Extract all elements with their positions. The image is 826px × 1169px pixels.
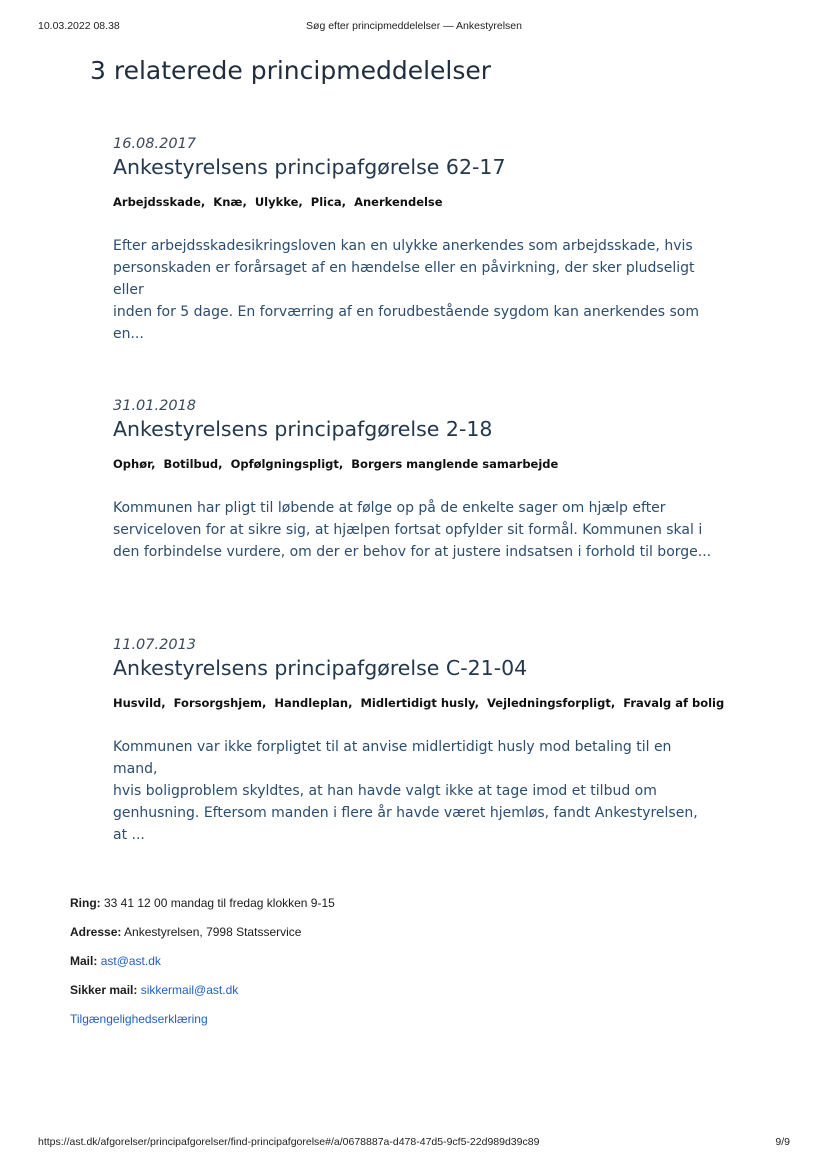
secure-mail-row (70, 981, 335, 1010)
secure-mail-label: Sikker mail: (70, 983, 138, 997)
address-value: Ankestyrelsen, 7998 Statsservice (124, 925, 302, 939)
tag: Vejledningsforpligt, (487, 696, 616, 710)
phone-row (70, 894, 335, 923)
entry-tags (113, 695, 725, 711)
principle-entry (113, 636, 725, 846)
entry-summary (113, 497, 713, 563)
print-footer (38, 1136, 790, 1150)
tag: Ulykke, (254, 195, 303, 209)
summary-line: serviceloven for at sikre sig, at hjælpen fortsat opfylder sit formål. Kommunen skal i (113, 522, 703, 538)
tag: Plica, (310, 195, 347, 209)
print-page-title: Søg efter principmeddelelser — Ankestyrelsen (306, 20, 522, 32)
tag: Arbejdsskade, (113, 195, 206, 209)
tag: Borgers manglende samarbejde (351, 457, 559, 471)
summary-line: genhusning. Eftersom manden i flere år havde været hjemløs, fandt Ankestyrelsen, at ... (113, 805, 698, 843)
print-date: 10.03.2022 08.38 (38, 20, 120, 32)
summary-line: Kommunen var ikke forpligtet til at anvise midlertidigt husly mod betaling til en mand, (113, 739, 672, 777)
summary-line: Efter arbejdsskadesikringsloven kan en ulykke anerkendes som arbejdsskade, hvis (113, 238, 693, 254)
principle-entry (113, 135, 713, 345)
mail-label: Mail: (70, 954, 98, 968)
entry-date: 31.01.2018 (113, 398, 197, 414)
entry-summary (113, 736, 713, 846)
entry-tags (113, 456, 713, 472)
print-header (38, 20, 790, 34)
entry-title-link[interactable]: Ankestyrelsens principafgørelse 62-17 (113, 155, 506, 179)
tag: Midlertidigt husly, (360, 696, 479, 710)
address-label: Adresse: (70, 925, 122, 939)
tag: Fravalg af bolig (623, 696, 725, 710)
summary-line: en... (113, 326, 144, 342)
accessibility-statement-link[interactable]: Tilgængelighedserklæring (70, 1012, 208, 1026)
entry-title-link[interactable]: Ankestyrelsens principafgørelse C-21-04 (113, 656, 528, 680)
summary-line: den forbindelse vurdere, om der er behov for at justere indsatsen i forhold til borge... (113, 544, 712, 560)
summary-line: Kommunen har pligt til løbende at følge op på de enkelte sager om hjælp efter (113, 500, 666, 516)
tag: Handleplan, (274, 696, 353, 710)
page-title: 3 relaterede principmeddelelser (90, 56, 492, 85)
mail-row (70, 952, 335, 981)
tag: Anerkendelse (354, 195, 443, 209)
tag: Knæ, (213, 195, 247, 209)
tag: Husvild, (113, 696, 166, 710)
secure-mail-link[interactable]: sikkermail@ast.dk (140, 983, 239, 997)
address-row (70, 923, 335, 952)
tag: Ophør, (113, 457, 156, 471)
entry-summary (113, 235, 713, 345)
accessibility-row (70, 1010, 335, 1039)
summary-line: inden for 5 dage. En forværring af en forudbestående sygdom kan anerkendes som (113, 304, 699, 320)
tag: Forsorgshjem, (173, 696, 267, 710)
contact-footer (70, 894, 335, 1039)
page-number: 9/9 (775, 1136, 790, 1148)
entry-date: 11.07.2013 (113, 637, 197, 653)
phone-value: 33 41 12 00 mandag til fredag klokken 9-15 (104, 896, 335, 910)
tag: Opfølgningspligt, (230, 457, 344, 471)
mail-link[interactable]: ast@ast.dk (100, 954, 161, 968)
entry-tags (113, 194, 713, 210)
entry-date: 16.08.2017 (113, 136, 197, 152)
tag: Botilbud, (163, 457, 223, 471)
print-url: https://ast.dk/afgorelser/principafgorelser/find-principafgorelse#/a/0678887a-d478-47d5-9cf5-22d989d39c89 (38, 1136, 540, 1148)
principle-entry (113, 397, 713, 563)
summary-line: personskaden er forårsaget af en hændelse eller en påvirkning, der sker pludseligt eller (113, 260, 695, 298)
entry-title-link[interactable]: Ankestyrelsens principafgørelse 2-18 (113, 417, 493, 441)
summary-line: hvis boligproblem skyldtes, at han havde valgt ikke at tage imod et tilbud om (113, 783, 657, 799)
phone-label: Ring: (70, 896, 101, 910)
